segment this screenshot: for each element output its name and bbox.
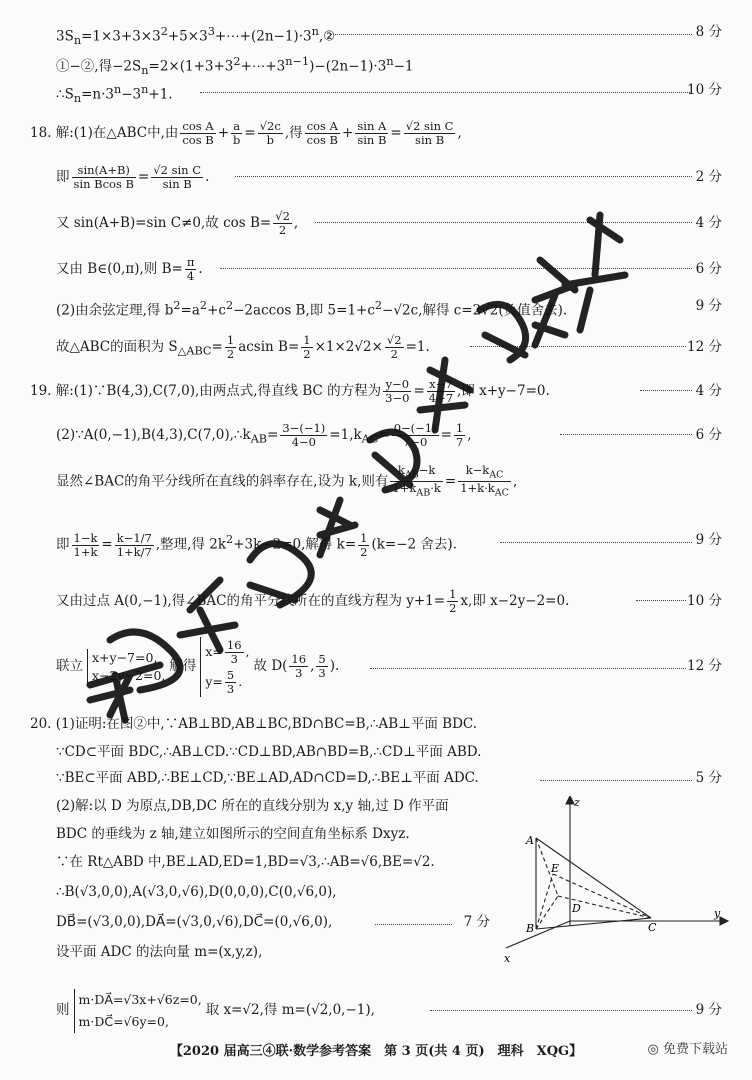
solution-line: ∵CD⊂平面 BDC,∴AB⊥CD.∵CD⊥BD,AB∩BD=B,∴CD⊥平面 ABD.	[56, 744, 482, 760]
solution-line: 又由过点 A(0,−1),得∠BAC的角平分线所在的直线方程为 y+1= $\frac{1}{2}$ x,即 x−2y−2=0. 10 分	[0, 584, 752, 618]
point-label-E: E	[551, 862, 560, 875]
score: 8 分	[695, 24, 722, 40]
solution-line: (2)解:以 D 为原点,DB,DC 所在的直线分别为 x,y 轴,过 D 作平面	[56, 798, 449, 814]
point-label-C: C	[648, 921, 657, 934]
point-label-D: D	[572, 902, 581, 915]
score: 7 分	[463, 914, 490, 930]
solution-line: 显然∠BAC的角平分线所在直线的斜率存在,设为 k,则有 $\frac{k_{AB}-k}{1+k_{AB}\cdot k}$ = $\frac{k-k_{AC}}{1+k\cdot k_{AC}}$ ,	[56, 463, 518, 499]
axis-label-x: x	[504, 952, 511, 965]
score: 10 分	[687, 82, 722, 98]
solution-line: ∵在 Rt△ABD 中,BE⊥AD,ED=1,BD=√3,∴AB=√6,BE=√2.	[56, 854, 435, 870]
solution-line: 联立x+y−7=0, x−2y−2=0,解得x= $\frac{16}{3}$ , y= $\frac{5}{3}$ .故 D( $\frac{16}{3}$ , $\frac{5}{3}$ ). 12 分	[0, 630, 752, 702]
score: 10 分	[687, 593, 722, 609]
solution-line: $\therefore S_n=n\cdot 3^n-3^n+1$. 10 分	[0, 76, 752, 104]
problem-20-line: 20. (1)证明:在图②中,∵AB⊥BD,AB⊥BC,BD∩BC=B,∴AB⊥平面 BDC.	[30, 716, 478, 732]
score: 6 分	[695, 261, 722, 277]
solution-line: 又 sin(A+B)=sin C≠0,故 cos B= $\frac{√2}{2}$ , 4 分	[0, 206, 752, 240]
problem-18-line: 18. 解:(1)在△ABC中,由 $\frac{\text{cos A}}{\text{cos B}}$ + $\frac{a}{b}$ = $\frac{√2c}{b}$ ,得 $\frac{\text{cos A}}{\text{cos B}}$ + $\frac{\text{sin A}}{\text{sin B}}$ = $\frac{\text{√2 sin C}}{\text{sin B}}$ ,	[30, 119, 462, 147]
problem-19-line: 19. 解:(1)∵B(4,3),C(7,0),由两点式,得直线 BC 的方程为 $\frac{y-0}{3-0}$ = $\frac{x-7}{4-7}$ ,即 x+y−7=0. 4 分	[0, 374, 752, 408]
score: 9 分	[695, 532, 722, 548]
solution-line: 又由 B∈(0,π),则 B= $\frac{\pi}{4}$ . 6 分	[0, 252, 752, 286]
score: 6 分	[695, 427, 722, 443]
solution-line: 设平面 ADC 的法向量 m=(x,y,z),	[56, 944, 263, 960]
axis-label-y: y	[714, 907, 721, 920]
page-footer: 【2020 届高三④联·数学参考答案 第 3 页(共 4 页) 理科 XQG】	[169, 1044, 583, 1059]
score: 4 分	[695, 215, 722, 231]
solution-line: ∴B(√3,0,0),A(√3,0,√6),D(0,0,0),C(0,√6,0),	[56, 884, 337, 900]
coordinate-figure	[498, 796, 734, 966]
wechat-icon: ◎	[647, 1042, 663, 1057]
solution-line: BDC 的垂线为 z 轴,建立如图所示的空间直角坐标系 Dxyz.	[56, 826, 410, 842]
score: 4 分	[695, 383, 722, 399]
score: 9 分	[695, 298, 722, 314]
point-label-A: A	[526, 834, 534, 847]
score: 9 分	[695, 1002, 722, 1018]
solution-line: 即 $\frac{\sin(A+B)}{\text{sin Bcos B}}$ = $\frac{\text{√2 sin C}}{\text{sin B}}$ . 2 分	[0, 160, 752, 194]
solution-line: $3S_n=1\times 3+3\times 3^2+5\times 3^3+\cdots+(2n-1)\cdot 3^n,②$ 8 分	[0, 18, 752, 46]
score: 12 分	[687, 339, 722, 355]
source-logo: ◎ 免费下载站	[647, 1042, 728, 1057]
solution-line: 则m·DA⃗=√3x+√6z=0, m·DC⃗=√6y=0,取 x=√2,得 m=(√2,0,−1), 9 分	[0, 984, 752, 1036]
solution-line: 故△ABC的面积为 $S_{\triangle ABC}=$ $\frac{1}{2}$ acsin B= $\frac{1}{2}$ ×1×2√2× $\frac{√2}{2}$ =1. 12 分	[0, 330, 752, 364]
solution-line: 即 $\frac{1-k}{1+k}$ = $\frac{k-1/7}{1+k/7}$ ,整理,得 $2k^2+3k-2=0$,解得 k= $\frac{1}{2}$ (k=−2 舍去). 9 分	[0, 514, 752, 566]
solution-line: $(2)\because A(0,-1),B(4,3),C(7,0),\therefore k_{AB}=$ $\frac{3-(-1)}{4-0}$ $=1,k_{AC}=$ $\frac{0-(-1)}{7-0}$ = $\frac{1}{7}$ , 6 分	[0, 418, 752, 452]
point-label-B: B	[526, 922, 535, 935]
score: 12 分	[687, 658, 722, 674]
solution-line: ∵BE⊂平面 ABD,∴BE⊥CD,∵BE⊥AD,AD∩CD=D,∴BE⊥平面 ADC. 5 分	[0, 764, 752, 792]
score: 5 分	[695, 770, 722, 786]
solution-line: DB⃗=(√3,0,0),DA⃗=(√3,0,√6),DC⃗=(0,√6,0), 7 分	[0, 908, 752, 936]
axis-label-z: z	[574, 796, 580, 809]
score: 2 分	[695, 169, 722, 185]
solution-line: ①−②,得$-2S_n=2\times(1+3+3^2+\cdots+3^{n-1})-(2n-1)\cdot 3^n-1$	[56, 55, 414, 78]
solution-line: (2)由余弦定理,得 $b^2=a^2+c^2-2accos$ B,即 $5=1+c^2-√2c$,解得 c=2√2(负值舍去). 9 分	[0, 292, 752, 320]
